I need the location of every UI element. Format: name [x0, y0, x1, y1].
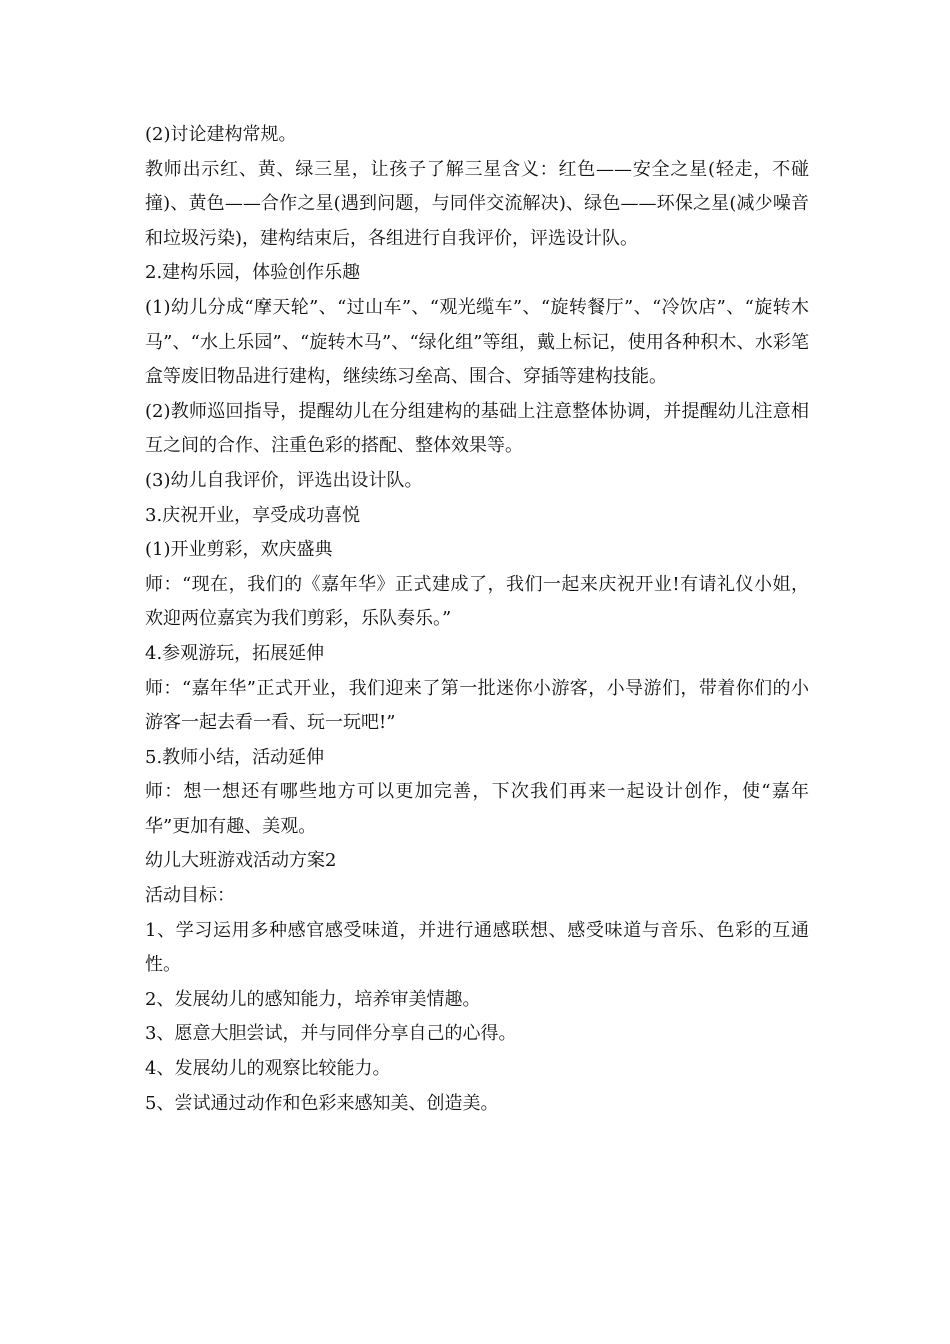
paragraph: (1)幼儿分成“摩天轮”、“过山车”、“观光缆车”、“旋转餐厅”、“冷饮店”、“旋转木马”、“水上乐园”、“旋转木马”、“绿化组”等组，戴上标记，使用各种积木、水彩笔盒等废旧物品进行建构，继续练习垒高、围合、穿插等建构技能。 [145, 296, 809, 388]
list-item: 4、发展幼儿的观察比较能力。 [145, 1058, 391, 1080]
section-heading: 活动目标： [145, 885, 235, 907]
paragraph: 教师出示红、黄、绿三星，让孩子了解三星含义：红色——安全之星(轻走，不碰撞)、黄色——合作之星(遇到问题，与同伴交流解决)、绿色——环保之星(减少噪音和垃圾污染)，建构结束后，各组进行自我评价，评选设计队。 [145, 158, 809, 249]
section-heading: 4.参观游玩，拓展延伸 [145, 642, 325, 664]
paragraph: 师：“现在，我们的《嘉年华》正式建成了，我们一起来庆祝开业!有请礼仪小姐，欢迎两位嘉宾为我们剪彩，乐队奏乐。” [145, 573, 809, 630]
document-subtitle: 幼儿大班游戏活动方案2 [145, 850, 337, 872]
list-item: 3、愿意大胆尝试，并与同伴分享自己的心得。 [145, 1023, 517, 1045]
document-body [145, 118, 809, 1121]
section-heading: 2.建构乐园，体验创作乐趣 [145, 262, 361, 284]
paragraph: 师：想一想还有哪些地方可以更加完善，下次我们再来一起设计创作，使“嘉年华”更加有趣、美观。 [145, 781, 809, 837]
paragraph: (2)讨论建构常规。 [145, 124, 297, 145]
section-heading: 5.教师小结，活动延伸 [145, 746, 325, 768]
list-item: 1、学习运用多种感官感受味道，并进行通感联想、感受味道与音乐、色彩的互通性。 [145, 919, 809, 976]
list-item: 2、发展幼儿的感知能力，培养审美情趣。 [145, 988, 481, 1010]
paragraph: (3)幼儿自我评价，评选出设计队。 [145, 469, 423, 491]
section-heading: 3.庆祝开业，享受成功喜悦 [145, 504, 361, 526]
paragraph: (1)开业剪彩，欢庆盛典 [145, 539, 333, 561]
paragraph: (2)教师巡回指导，提醒幼儿在分组建构的基础上注意整体协调，并提醒幼儿注意相互之间的合作、注重色彩的搭配、整体效果等。 [145, 400, 809, 457]
list-item: 5、尝试通过动作和色彩来感知美、创造美。 [145, 1092, 499, 1114]
paragraph: 师：“嘉年华”正式开业，我们迎来了第一批迷你小游客，小导游们，带着你们的小游客一起去看一看、玩一玩吧!” [145, 677, 809, 734]
